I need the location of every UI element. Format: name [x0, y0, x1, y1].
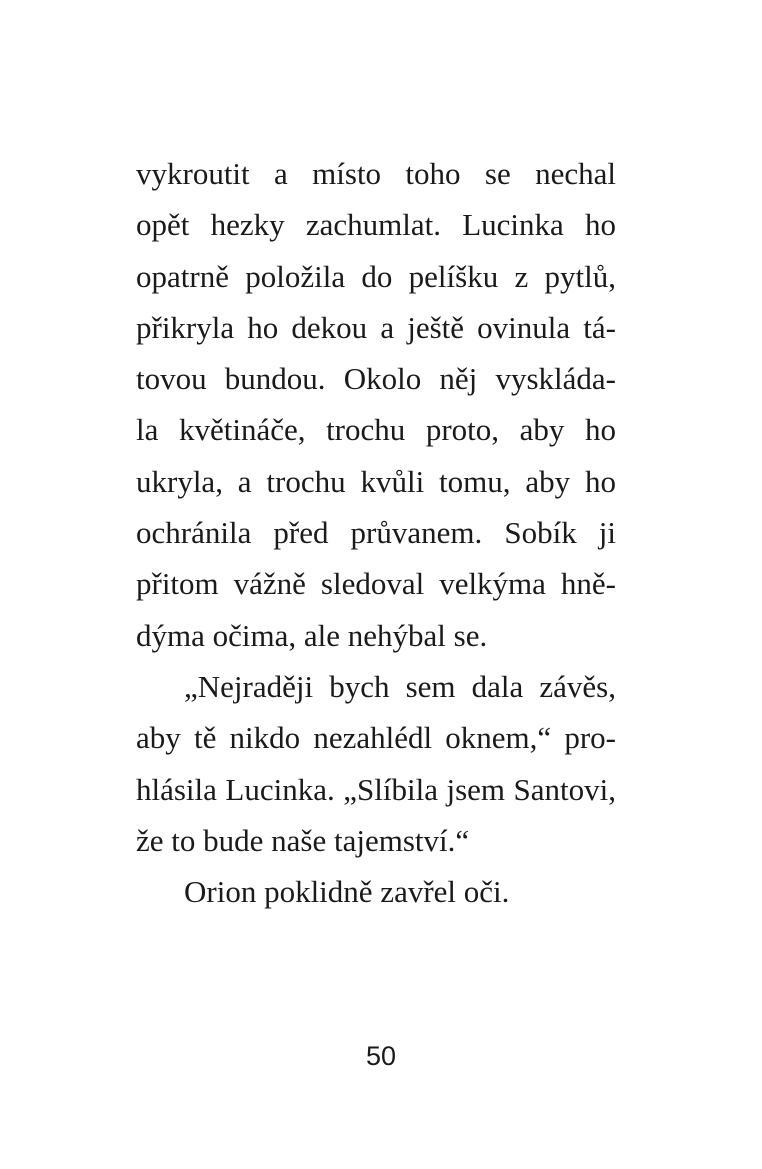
text-line: aby tě nikdo nezahlédl oknem,“ pro-	[136, 720, 616, 756]
text-line: ukryla, a trochu kvůli tomu, aby ho	[136, 463, 616, 499]
text-line: že to bude naše tajemství.“	[136, 822, 470, 858]
text-line: vykroutit a místo toho se nechal	[136, 156, 616, 191]
text-line: ochránila před průvanem. Sobík ji	[136, 515, 616, 551]
paragraph-first-line: „Nejraději bych sem dala závěs,	[184, 668, 616, 704]
text-line: opatrně položila do pelíšku z pytlů,	[136, 258, 616, 294]
page-number: 50	[365, 1041, 397, 1071]
text-line: hlásila Lucinka. „Slíbila jsem Santovi,	[136, 771, 616, 807]
text-line: tovou bundou. Okolo něj vyskláda-	[136, 361, 616, 397]
paragraph-first-line: Orion poklidně zavřel oči.	[184, 874, 510, 910]
body-text	[136, 148, 616, 917]
text-line: přikryla ho dekou a ještě ovinula tá-	[136, 309, 616, 345]
text-line: opět hezky zachumlat. Lucinka ho	[136, 207, 616, 243]
text-line: dýma očima, ale nehýbal se.	[136, 617, 488, 653]
text-line: přitom vážně sledoval velkýma hně-	[136, 566, 616, 602]
text-line: la květináče, trochu proto, aby ho	[136, 412, 616, 448]
